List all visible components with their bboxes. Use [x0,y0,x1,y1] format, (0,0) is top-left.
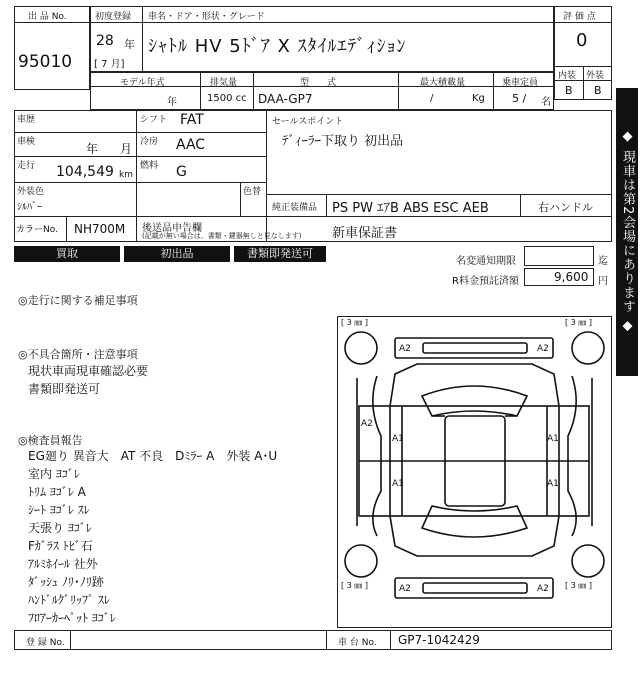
car-diagram [337,316,612,628]
damage-mark: A1 [392,479,404,489]
shift-label: シフト [140,115,168,125]
defect-notes-title: ◎不具合箇所・注意事項 [18,348,138,361]
equipment-list: PS PW ｴｱB ABS ESC AEB [332,201,489,216]
tire-br-label: [ 3 ㎜ ] [565,581,592,590]
type-value: DAA-GP7 [258,92,313,106]
color-no-value: NH700M [74,222,126,236]
tire-tr-label: [ 3 ㎜ ] [565,318,592,327]
car-name: ｼｬﾄﾙ HV 5ﾄﾞｱ X ｽﾀｲﾙｴﾃﾞｨｼｮﾝ [148,36,407,57]
inspector-line: ﾌﾛｱｰｶｰﾍﾟｯﾄ ﾖｺﾞﾚ [28,611,116,625]
damage-mark: A2 [361,419,373,429]
recycle-label: R料金預託済額 [452,276,519,287]
name-change-unit: 迄 [598,256,608,267]
damage-mark: A1 [392,434,404,444]
type-label: 型 式 [300,78,337,88]
ac-label: 冷房 [140,137,159,147]
score-label: 評 価 点 [563,12,596,22]
car-name-label-text: 車名・ドア・形状・グレード [148,12,265,22]
tag-first-listing: 初出品 [124,246,230,262]
damage-mark: A2 [399,584,411,594]
reg-month: [ 7 月] [94,59,125,70]
reg-year: 28 [96,33,114,49]
interior-grade: B [565,84,573,97]
tag-kaitori: 買取 [14,246,120,262]
damage-mark: A1 [547,434,559,444]
footer-box [14,630,612,650]
damage-mark: A1 [547,479,559,489]
mileage-value: 104,549 [56,164,114,180]
tire-bl-label: [ 3 ㎜ ] [341,581,368,590]
inspector-line: ﾀﾞｯｼｭ ﾉﾘ･ﾉﾘ跡 [28,575,104,589]
chassis-label: 車 台 No. [338,638,377,648]
fuel-value: G [176,164,187,180]
tire-tl-label: [ 3 ㎜ ] [341,318,368,327]
lot-number: 95010 [18,52,73,72]
inspector-line: 天張り ﾖｺﾞﾚ [28,521,92,535]
shift-value: FAT [180,112,204,128]
first-reg-label: 初度登録 [95,12,132,22]
color-label: 外装色 [17,187,45,197]
inspector-line: 室内 ﾖｺﾞﾚ [28,467,80,481]
max-load-label: 最大積載量 [420,78,466,88]
defect-line: 書類即発送可 [28,382,101,396]
reg-year-unit: 年 [124,38,135,51]
model-year-unit: 年 [167,97,177,108]
damage-mark: A2 [537,584,549,594]
color-no-label: カラーNo. [16,225,58,235]
inspector-line: EG廻り 異音大 AT 不良 Dﾐﾗｰ A 外装 A･U [28,449,278,463]
sales-point-label: セールスポイント [272,117,344,127]
lot-label: 出 品 No. [28,12,67,22]
damage-mark: A2 [537,344,549,354]
fuel-label: 燃料 [140,161,159,171]
inspector-line: ﾄﾘﾑ ﾖｺﾞﾚ A [28,485,86,499]
inspector-line: Fｶﾞﾗｽ ﾄﾋﾞ石 [28,539,93,553]
interior-label: 内装 [558,71,577,81]
defect-line: 現状車両現車確認必要 [28,364,149,378]
name-change-label: 名変通知期限 [456,256,516,267]
driving-notes-title: ◎走行に関する補足事項 [18,294,138,307]
displacement-label: 排気量 [210,78,238,88]
max-load-unit: Kg [472,93,485,104]
mileage-label: 走行 [17,161,36,171]
name-change-box [524,246,594,266]
recycle-unit: 円 [598,276,608,287]
mileage-unit: km [119,170,133,180]
damage-mark: A2 [399,344,411,354]
warranty: 新車保証書 [332,226,398,241]
after-items-label: 後送品申告欄 [142,223,202,234]
color-change-label: 色替 [243,187,262,197]
inspector-title: ◎検査員報告 [18,434,83,447]
inspection-label: 車検 [17,137,36,147]
model-year-label: モデル年式 [120,78,165,88]
inspector-line: ﾊﾝﾄﾞﾙｸﾞﾘｯﾌﾟ ｽﾚ [28,593,110,607]
exterior-label: 外装 [586,71,605,81]
recycle-value: 9,600 [554,270,589,284]
capacity-label: 乗車定員 [502,78,539,88]
tag-docs-ship: 書類即発送可 [234,246,326,262]
history-label: 車歴 [17,115,36,125]
inspection-year: 年 [86,142,99,156]
chassis-no: GP7-1042429 [398,633,480,647]
max-load-slash: / [430,93,434,104]
inspection-month: 月 [120,142,133,156]
reg-no-label: 登 録 No. [26,638,65,648]
handle-position: 右ハンドル [538,201,593,214]
inspector-line: ｱﾙﾐﾎｲｰﾙ 社外 [28,557,98,571]
inspector-line: ｼｰﾄ ﾖｺﾞﾚ ｽﾚ [28,503,90,517]
equipment-label: 純正装備品 [272,203,318,213]
site-banner: ◆ 現車は第2会場にあります ◆ [616,88,638,376]
exterior-grade: B [594,84,602,97]
capacity-unit: 名 [541,97,551,108]
sales-point: ﾃﾞｨｰﾗｰ下取り 初出品 [282,134,404,149]
score-value: 0 [576,30,588,51]
after-items-note: (記載が無い場合は、書類・鍵器無しと見なします) [142,232,302,240]
capacity-value: 5 / [512,92,527,105]
color-value: ｼﾙﾊﾞｰ [17,202,42,213]
ac-value: AAC [176,137,206,153]
displacement-value: 1500 cc [207,93,247,104]
